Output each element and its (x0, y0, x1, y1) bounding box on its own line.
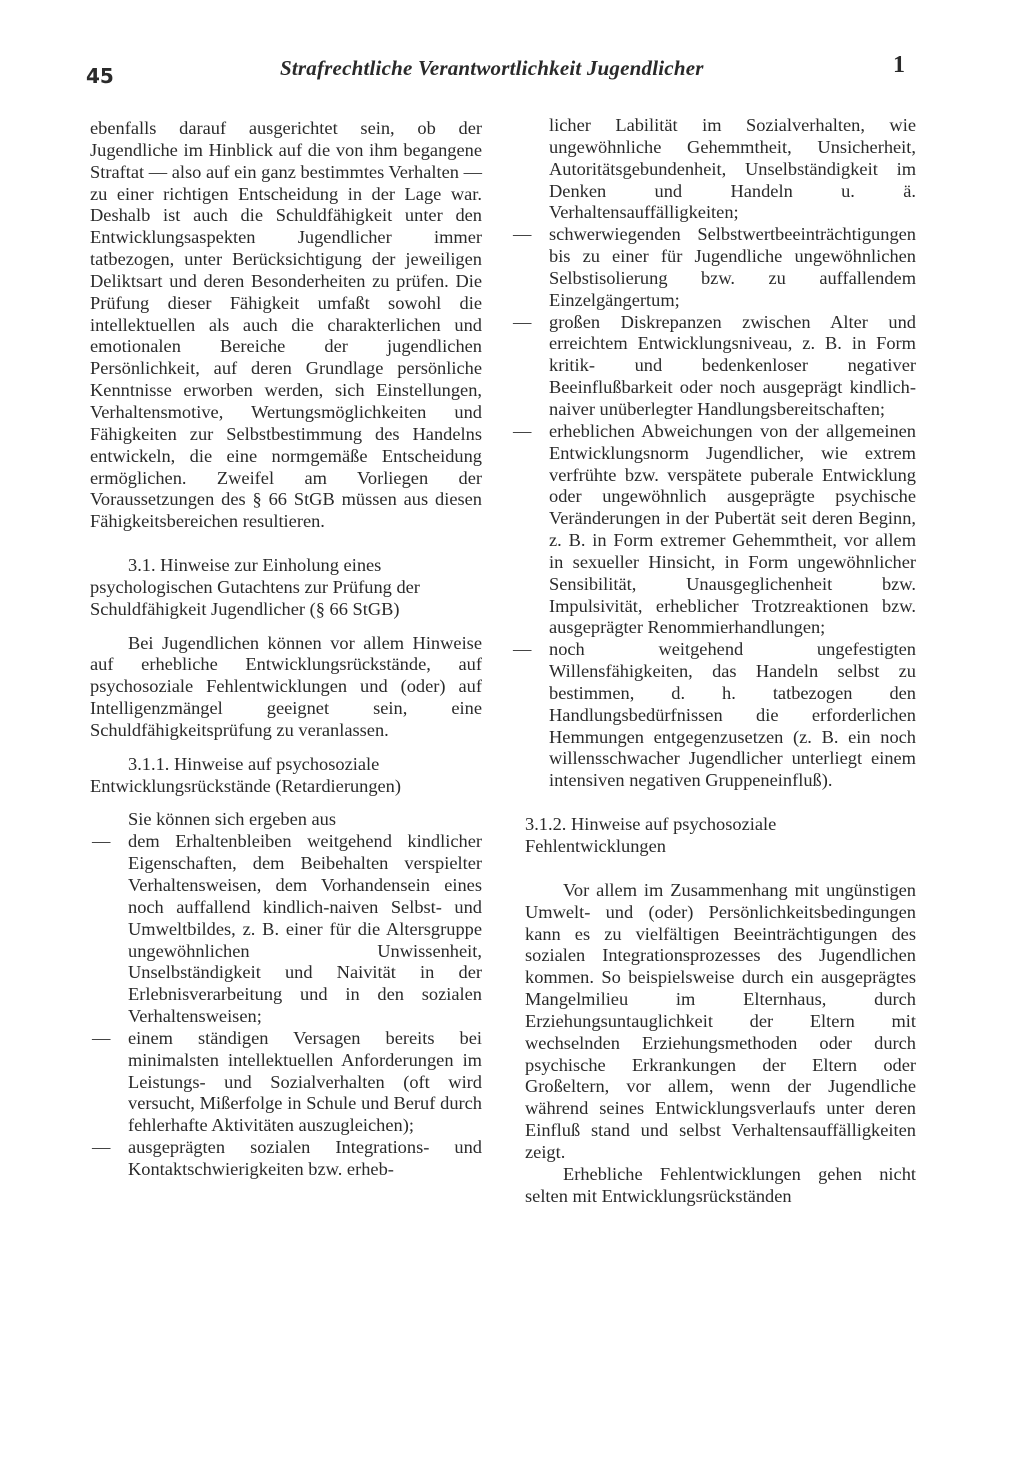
left-column (90, 118, 482, 1181)
page-header (0, 50, 1024, 90)
list-item (513, 420, 916, 639)
paragraph: ebenfalls darauf ausgerichtet sein, ob der Jugendliche im Hinblick auf die von ihm begangene Straftat — also auf ein ganz bestimmtes Verhalten — zu einer richtigen Entscheidung in der Lage war. Deshalb ist auch die Schuldfähigkeit unter den Entwicklungsaspekten Jugendlicher immer tatbezogen, unter Berücksichtigung der jeweiligen Deliktsart und deren Besonderheiten zu prüfen. Die Prüfung dieser Fähigkeit umfaßt sowohl die intellektuellen als auch die charakterlichen und emotionalen Bereiche der jugendlichen Persönlichkeit, auf deren Grundlage persönliche Kenntnisse erworben werden, sich Einstellungen, Verhaltensmotive, Wertungsmöglichkeiten und Fähigkeiten zur Selbstbestimmung des Handelns entwickeln, die eine normgemäße Entscheidung ermöglichen. Zweifel am Vorliegen der Voraussetzungen des § 66 StGB müssen aus diesen Fähigkeitsbereichen resultieren. (90, 118, 482, 532)
dash-marker: — (513, 224, 532, 245)
right-column (513, 115, 916, 1208)
list-item-text: einem ständigen Versagen bereits bei minimalsten intellektuellen Anforderungen im Leistungs- und Sozialverhalten (oft wird versucht, Mißerfolge in Schule und Beruf durch fehlerhafte Aktivitäten auszugleichen); (128, 1027, 482, 1136)
list-intro: Sie können sich ergeben aus (128, 809, 337, 830)
section-heading: 3.1.2. Hinweise auf psychosoziale Fehlentwicklungen (525, 814, 777, 856)
running-title: Strafrechtliche Verantwortlichkeit Jugendlicher (280, 56, 704, 80)
dash-marker: — (513, 311, 532, 332)
section-heading: 3.1. Hinweise zur Einholung eines psychologischen Gutachtens zur Prüfung der Schuldfähigkeit Jugendlicher (§ 66 StGB) (90, 555, 420, 619)
dash-marker: — (92, 1027, 111, 1048)
list-item (90, 1028, 482, 1137)
paragraph: Vor allem im Zusammenhang mit ungünstigen Umwelt- und (oder) Persönlichkeitsbedingungen kann es zu vielfältigen Beeinträchtigungen des sozialen Integrationsprozesses des Jugendlichen kommen. So beispielsweise durch ein ausgeprägtes Mangelmilieu im Elternhaus, durch Erziehungsuntauglichkeit der Eltern mit wechselnden Erziehungsmethoden oder durch psychische Erkrankungen der Eltern oder Großeltern, vor allem, wenn der Jugendliche während seines Entwicklungsverlaufs unter deren Einfluß stand und selbst Verhaltensauffälligkeiten zeigt. (525, 879, 916, 1162)
list-item (90, 1137, 482, 1181)
dash-list (90, 831, 482, 1181)
list-item (513, 224, 916, 311)
list-item-continuation: licher Labilität im Sozialverhalten, wie ungewöhnliche Gehemmtheit, Unsicherheit, Autoritätsgebundenheit, Unselbständigkeit im Denken und Handeln u. ä. Verhaltensauffälligkeiten; (549, 115, 916, 223)
dash-marker: — (92, 1137, 111, 1158)
paragraph: Bei Jugendlichen können vor allem Hinweise auf erhebliche Entwicklungsrückstände, auf psychosoziale Fehlentwicklungen und (oder) auf Intelligenzmängel geeignet sein, eine Schuldfähigkeitsprüfung zu veranlassen. (90, 632, 482, 740)
list-item-text: erheblichen Abweichungen von der allgemeinen Entwicklungsnorm Jugendlicher, wie extrem verfrühte bzw. verspätete puberale Entwicklung oder ungewöhnlich ausgeprägte psychische Veränderungen in der Pubertät seit deren Beginn, z. B. in Form extremer Gehemmtheit, vor allem in sexueller Hinsicht, in Form ungewöhnlicher Sensibilität, Unausgeglichenheit bzw. Impulsivität, erheblicher Trotzreaktionen bzw. ausgeprägter Renommierhandlungen; (549, 420, 916, 638)
page-number: 45 (86, 64, 114, 88)
paragraph: Erhebliche Fehlentwicklungen gehen nicht selten mit Entwicklungsrückständen (525, 1163, 916, 1206)
list-item-text: dem Erhaltenbleiben weitgehend kindlicher Eigenschaften, dem Beibehalten verspielter Verhaltensweisen, dem Vorhandensein eines noch auffallend kindlich-naiven Selbst- und Umweltbildes, z. B. einer für die Altersgruppe ungewöhnlichen Unwissenheit, Unselbständigkeit und Naivität in der Erlebnisverarbeitung und in den sozialen Verhaltensweisen; (128, 831, 482, 1027)
list-item (513, 311, 916, 421)
list-item (513, 639, 916, 792)
list-item-text: großen Diskrepanzen zwischen Alter und erreichtem Entwicklungsniveau, z. B. in Form kritik- und bedenkenloser negativer Beeinflußbarkeit oder noch ausgeprägt kindlich-naiver unüberlegter Handlungsbereitschaften; (549, 311, 916, 419)
list-item-text: schwerwiegenden Selbstwertbeeinträchtigungen bis zu einer für Jugendliche ungewöhnlichen Selbstisolierung bzw. zu auffallendem Einzelgängertum; (549, 224, 916, 310)
list-item-text: ausgeprägten sozialen Integrations- und Kontaktschwierigkeiten bzw. erheb- (128, 1137, 482, 1179)
dash-marker: — (513, 639, 532, 660)
dash-marker: — (513, 420, 532, 441)
dash-marker: — (92, 831, 111, 852)
list-item (90, 831, 482, 1028)
dash-list (513, 224, 916, 792)
list-item-text: noch weitgehend ungefestigten Willensfähigkeiten, das Handeln selbst zu bestimmen, d. h. tatbezogen den Handlungsbedürfnissen die erforderlichen Hemmungen entgegenzusetzen (z. B. ein noch willensschwacher Jugendlicher unterliegt einem intensiven negativen Gruppeneinfluß). (549, 639, 916, 791)
chapter-number: 1 (893, 52, 905, 78)
section-heading: 3.1.1. Hinweise auf psychosoziale Entwicklungsrückstände (Retardierungen) (90, 753, 402, 796)
